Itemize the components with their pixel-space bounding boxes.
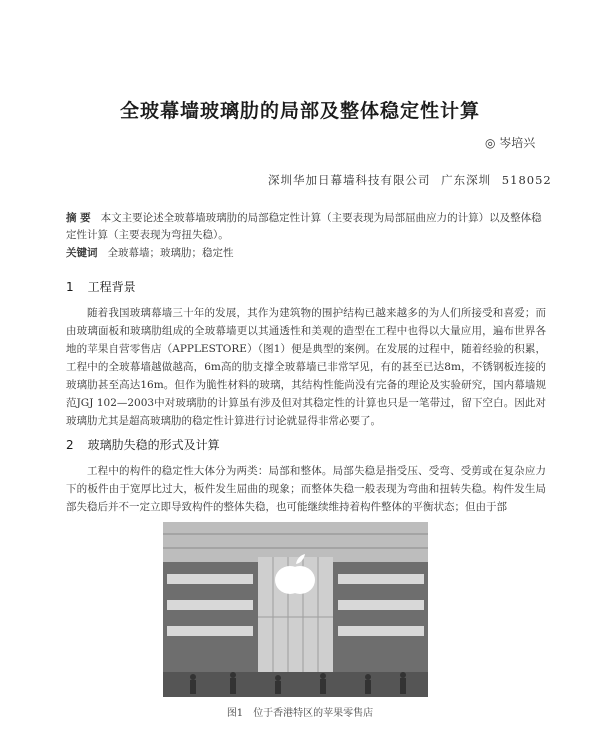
paper-title: 全玻幕墙玻璃肋的局部及整体稳定性计算 — [119, 100, 480, 122]
section-1-number: 1 — [66, 280, 74, 294]
author: ◎ 岑培兴 — [485, 136, 536, 150]
apple-store-photo — [163, 522, 428, 697]
abstract — [66, 210, 546, 244]
section-1-title: 工程背景 — [87, 280, 136, 294]
keywords — [66, 245, 234, 260]
figure-caption — [0, 704, 600, 719]
abstract-label: 摘 要 — [66, 212, 91, 224]
section-2-heading — [66, 436, 220, 453]
keywords-text: 全玻幕墙；玻璃肋；稳定性 — [107, 247, 234, 259]
section-2-paragraph: 工程中的构件的稳定性大体分为两类：局部和整体。局部失稳是指受压、受弯、受剪或在复杂应力下的板件由于宽厚比过大，板件发生屈曲的现象；而整体失稳一般表现为弯曲和扭转失稳。构件发生局部失稳后并不一定立即导致构件的整体失稳，也可能继续维持着构件整体的平衡状态；但由于部 — [66, 465, 546, 513]
section-1-paragraph: 随着我国玻璃幕墙三十年的发展，其作为建筑物的围护结构已越来越多的为人们所接受和喜爱；而由玻璃面板和玻璃肋组成的全玻幕墙更以其通透性和美观的造型在工程中也得以大量应用，遍布世界各地的苹果自营零售店（APPLESTORE）（图1）便是典型的案例。在发展的过程中，随着经验的积累，工程中的全玻幕墙越做越高，6m高的肋支撑全玻幕墙已非常罕见，有的甚至已达8m，不锈钢板连接的玻璃肋甚至高达16m。但作为脆性材料的玻璃，其结构性能尚没有完备的理论及实验研究，国内幕墙规范JGJ 102—2003中对玻璃肋的计算虽有涉及但对其稳定性的计算也只是一笔带过，留下空白。因此对玻璃肋尤其是超高玻璃肋的稳定性计算进行讨论就显得非常必要了。 — [66, 307, 546, 427]
section-2-title: 玻璃肋失稳的形式及计算 — [87, 438, 220, 452]
affiliation: 深圳华加日幕墙科技有限公司 广东深圳 518052 — [268, 173, 552, 187]
abstract-text: 本文主要论述全玻幕墙玻璃肋的局部稳定性计算（主要表现为局部屈曲应力的计算）以及整体稳定性计算（主要表现为弯扭失稳）。 — [66, 212, 542, 241]
section-1-heading — [66, 278, 136, 295]
section-2-number: 2 — [66, 438, 74, 452]
keywords-label: 关键词 — [66, 247, 98, 259]
figure-caption-text: 位于香港特区的苹果零售店 — [253, 708, 374, 719]
figure-number: 图1 — [226, 708, 244, 719]
